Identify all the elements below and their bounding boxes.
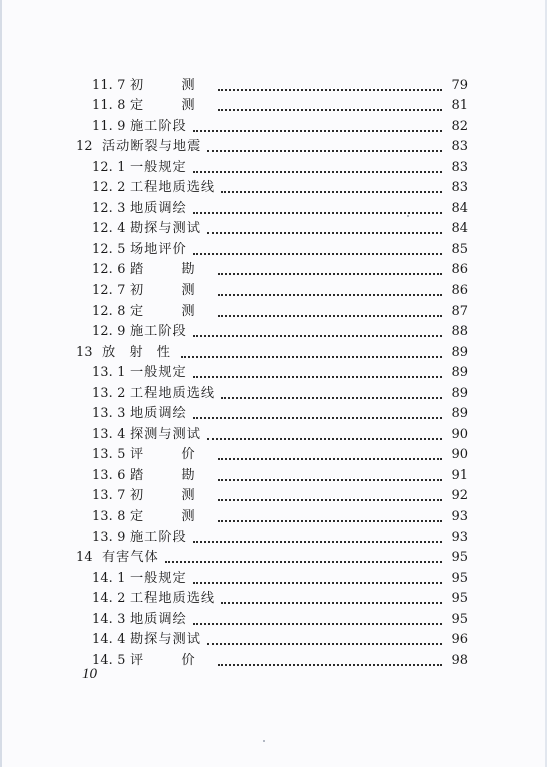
toc-entry-title: 地质调绘 <box>130 406 187 422</box>
toc-entry-page: 83 <box>451 180 468 196</box>
toc-entry-title: 定 测 <box>130 303 212 319</box>
toc-entry-title: 工程地质选线 <box>130 591 216 607</box>
dot-leader <box>193 376 442 378</box>
toc-entry-page: 79 <box>451 77 468 93</box>
toc-entry-page: 89 <box>451 344 468 360</box>
toc-chapter-row <box>76 340 468 361</box>
toc-section-row <box>76 484 468 505</box>
toc-entry-title: 施工阶段 <box>130 118 187 134</box>
toc-entry-number: 12. 9 <box>92 324 126 340</box>
toc-section-row <box>76 607 468 628</box>
toc-entry-number: 13. 3 <box>92 406 126 422</box>
toc-entry-title: 地质调绘 <box>130 611 187 627</box>
toc-entry-title: 定 测 <box>130 509 212 525</box>
dot-leader <box>193 335 442 337</box>
dot-leader <box>218 499 442 501</box>
dot-leader <box>218 294 442 296</box>
toc-entry-number: 12. 8 <box>92 303 126 319</box>
table-of-contents <box>76 73 468 669</box>
toc-section-row <box>76 73 468 94</box>
toc-section-row <box>76 422 468 443</box>
scan-speck <box>263 740 265 742</box>
toc-entry-number: 12. 1 <box>92 159 126 175</box>
toc-entry-title: 评 价 <box>130 447 212 463</box>
toc-entry-page: 88 <box>451 324 468 340</box>
dot-leader <box>218 664 442 666</box>
toc-section-row <box>76 278 468 299</box>
toc-section-row <box>76 258 468 279</box>
toc-entry-number: 11. 9 <box>92 118 126 134</box>
toc-entry-title: 地质调绘 <box>130 200 187 216</box>
toc-entry-number: 14. 3 <box>92 611 126 627</box>
toc-entry-title: 场地评价 <box>130 241 187 257</box>
toc-entry-number: 14. 1 <box>92 570 126 586</box>
dot-leader <box>193 212 442 214</box>
toc-entry-title: 勘探与测试 <box>130 221 201 237</box>
toc-entry-title: 工程地质选线 <box>130 385 216 401</box>
toc-entry-number: 12 <box>76 139 93 155</box>
toc-entry-page: 91 <box>451 467 468 483</box>
dot-leader <box>218 315 442 317</box>
dot-leader <box>193 130 442 132</box>
toc-entry-title: 定 测 <box>130 98 212 114</box>
toc-entry-page: 95 <box>451 570 468 586</box>
toc-section-row <box>76 566 468 587</box>
toc-entry-page: 87 <box>451 303 468 319</box>
page-edge-left <box>0 0 2 767</box>
dot-leader <box>218 109 442 111</box>
toc-entry-number: 13. 2 <box>92 385 126 401</box>
toc-entry-number: 11. 8 <box>92 98 126 114</box>
dot-leader <box>193 541 442 543</box>
toc-entry-page: 89 <box>451 406 468 422</box>
toc-entry-page: 93 <box>451 509 468 525</box>
toc-entry-title: 勘探与测试 <box>130 632 201 648</box>
toc-section-row <box>76 155 468 176</box>
dot-leader <box>218 479 442 481</box>
toc-entry-page: 86 <box>451 283 468 299</box>
dot-leader <box>181 356 442 358</box>
toc-entry-number: 13. 5 <box>92 447 126 463</box>
dot-leader <box>193 253 442 255</box>
dot-leader <box>207 150 442 152</box>
dot-leader <box>218 89 442 91</box>
toc-section-row <box>76 504 468 525</box>
dot-leader <box>193 417 442 419</box>
toc-section-row <box>76 114 468 135</box>
toc-entry-number: 11. 7 <box>92 77 126 93</box>
toc-section-row <box>76 196 468 217</box>
toc-section-row <box>76 443 468 464</box>
toc-entry-page: 98 <box>451 652 468 668</box>
toc-entry-page: 89 <box>451 385 468 401</box>
toc-entry-number: 14 <box>76 550 93 566</box>
dot-leader <box>221 191 442 193</box>
toc-entry-page: 81 <box>451 98 468 114</box>
toc-section-row <box>76 402 468 423</box>
toc-section-row <box>76 217 468 238</box>
toc-section-row <box>76 299 468 320</box>
toc-entry-title: 评 价 <box>130 652 212 668</box>
dot-leader <box>218 273 442 275</box>
toc-entry-number: 12. 6 <box>92 262 126 278</box>
toc-entry-number: 12. 5 <box>92 241 126 257</box>
page-number-footer: 10 <box>82 666 97 682</box>
toc-entry-title: 施工阶段 <box>130 324 187 340</box>
toc-entry-title: 踏 勘 <box>130 467 212 483</box>
toc-entry-page: 92 <box>451 488 468 504</box>
dot-leader <box>193 171 442 173</box>
toc-chapter-row <box>76 135 468 156</box>
toc-entry-page: 90 <box>451 426 468 442</box>
toc-section-row <box>76 94 468 115</box>
toc-entry-page: 95 <box>451 591 468 607</box>
toc-entry-page: 86 <box>451 262 468 278</box>
toc-entry-page: 96 <box>451 632 468 648</box>
toc-entry-page: 95 <box>451 550 468 566</box>
toc-entry-number: 13. 8 <box>92 509 126 525</box>
dot-leader <box>221 602 442 604</box>
toc-section-row <box>76 320 468 341</box>
toc-entry-page: 82 <box>451 118 468 134</box>
toc-entry-title: 工程地质选线 <box>130 180 216 196</box>
toc-entry-number: 13. 1 <box>92 365 126 381</box>
toc-entry-number: 13. 6 <box>92 467 126 483</box>
toc-entry-title: 活动断裂与地震 <box>102 139 202 155</box>
toc-section-row <box>76 381 468 402</box>
dot-leader <box>193 623 442 625</box>
toc-entry-page: 85 <box>451 241 468 257</box>
toc-entry-title: 有害气体 <box>102 550 159 566</box>
dot-leader <box>165 561 442 563</box>
dot-leader <box>207 438 442 440</box>
toc-entry-title: 初 测 <box>130 488 212 504</box>
toc-entry-title: 踏 勘 <box>130 262 212 278</box>
dot-leader <box>207 232 442 234</box>
toc-section-row <box>76 237 468 258</box>
toc-entry-number: 13 <box>76 344 93 360</box>
dot-leader <box>193 582 442 584</box>
toc-entry-number: 12. 4 <box>92 221 126 237</box>
toc-entry-page: 83 <box>451 159 468 175</box>
toc-entry-number: 12. 2 <box>92 180 126 196</box>
toc-entry-number: 12. 7 <box>92 283 126 299</box>
toc-entry-page: 95 <box>451 611 468 627</box>
dot-leader <box>221 397 442 399</box>
toc-entry-number: 13. 7 <box>92 488 126 504</box>
toc-entry-title: 施工阶段 <box>130 529 187 545</box>
scan-speck <box>407 215 409 217</box>
toc-entry-number: 12. 3 <box>92 200 126 216</box>
toc-entry-title: 一般规定 <box>130 365 187 381</box>
toc-chapter-row <box>76 546 468 567</box>
toc-section-row <box>76 361 468 382</box>
toc-entry-number: 14. 4 <box>92 632 126 648</box>
toc-section-row <box>76 525 468 546</box>
toc-entry-title: 放 射 性 <box>102 344 175 360</box>
toc-section-row <box>76 648 468 669</box>
toc-entry-number: 14. 2 <box>92 591 126 607</box>
toc-entry-title: 初 测 <box>130 77 212 93</box>
dot-leader <box>207 643 442 645</box>
toc-section-row <box>76 463 468 484</box>
toc-entry-title: 初 测 <box>130 283 212 299</box>
toc-entry-number: 14. 5 <box>92 652 126 668</box>
toc-entry-page: 93 <box>451 529 468 545</box>
toc-entry-title: 探测与测试 <box>130 426 201 442</box>
toc-section-row <box>76 587 468 608</box>
toc-entry-number: 13. 4 <box>92 426 126 442</box>
toc-entry-page: 84 <box>451 221 468 237</box>
toc-entry-page: 84 <box>451 200 468 216</box>
dot-leader <box>218 520 442 522</box>
toc-entry-page: 89 <box>451 365 468 381</box>
toc-entry-page: 90 <box>451 447 468 463</box>
toc-entry-title: 一般规定 <box>130 159 187 175</box>
toc-entry-page: 83 <box>451 139 468 155</box>
toc-section-row <box>76 628 468 649</box>
toc-section-row <box>76 176 468 197</box>
toc-entry-number: 13. 9 <box>92 529 126 545</box>
toc-entry-title: 一般规定 <box>130 570 187 586</box>
dot-leader <box>218 458 442 460</box>
